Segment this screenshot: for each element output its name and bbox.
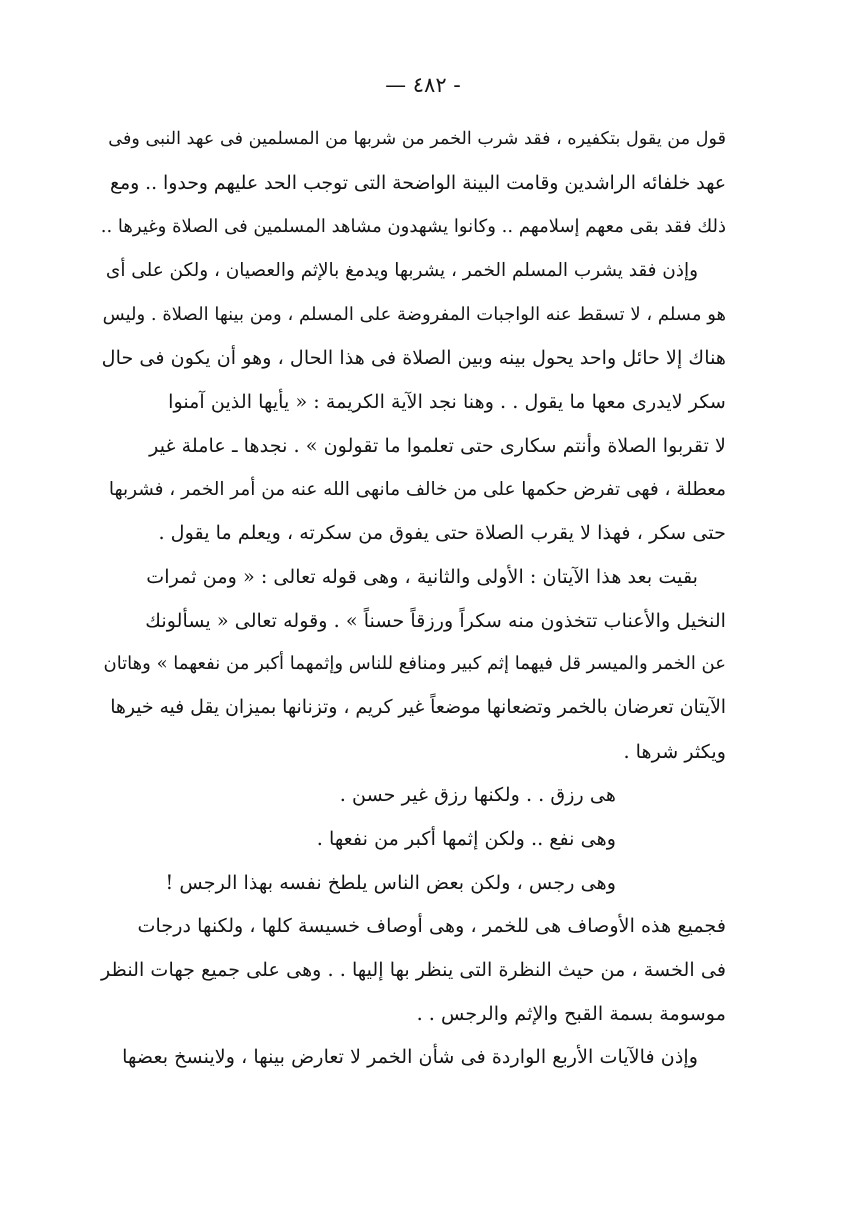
- text-line: عهد خلفائه الراشدين وقامت البينة الواضحة التى توجب الحد عليهم وحدوا .. ومع: [110, 172, 726, 194]
- text-line: ويكثر شرها .: [623, 739, 726, 763]
- text-line: سكر لايدرى معها ما يقول . . وهنا نجد الآية الكريمة : « يأيها الذين آمنوا: [168, 390, 726, 414]
- text-line: وهى رجس ، ولكن بعض الناس يلطخ نفسه بهذا الرجس !: [165, 870, 616, 894]
- text-line: معطلة ، فهى تفرض حكمها على من خالف مانهى الله عنه من أمر الخمر ، فشربها: [108, 478, 726, 500]
- text-line: وهى نفع .. ولكن إثمها أكبر من نفعها .: [316, 827, 616, 850]
- text-line: فى الخسة ، من حيث النظرة التى ينظر بها إليها . . وهى على جميع جهات النظر: [101, 958, 726, 982]
- text-line: حتى سكر ، فهذا لا يقرب الصلاة حتى يفوق من سكرته ، ويعلم ما يقول .: [158, 521, 726, 545]
- text-line: النخيل والأعناب تتخذون منه سكراً ورزقاً حسناً » . وقوله تعالى « يسألونك: [145, 608, 726, 632]
- text-line: لا تقربوا الصلاة وأنتم سكارى حتى تعلموا ما تقولون » . نجدها ـ عاملة غير: [149, 433, 726, 457]
- text-line: وإذن فالآيات الأربع الواردة فى شأن الخمر لا تعارض بينها ، ولاينسخ بعضها: [122, 1045, 698, 1069]
- text-line: قول من يقول بتكفيره ، فقد شرب الخمر من شربها من المسلمين فى عهد النبى وفى: [108, 129, 726, 149]
- text-line: الآيتان تعرضان بالخمر وتضعانها موضعاً غير كريم ، وتزنانها بميزان يقل فيه خيرها: [110, 696, 726, 718]
- body-text: [100, 118, 726, 1079]
- page-number: — ٤٨٢ -: [385, 73, 461, 97]
- text-line: بقيت بعد هذا الآيتان : الأولى والثانية ، وهى قوله تعالى : « ومن ثمرات: [146, 564, 698, 588]
- text-line: هو مسلم ، لا تسقط عنه الواجبات المفروضة على المسلم ، ومن بينها الصلاة . وليس: [102, 303, 726, 325]
- text-line: فجميع هذه الأوصاف هى للخمر ، وهى أوصاف خسيسة كلها ، ولكنها درجات: [137, 914, 726, 938]
- text-line: عن الخمر والميسر قل فيهما إثم كبير ومنافع للناس وإثمهما أكبر من نفعهما » وهاتان: [103, 653, 726, 675]
- text-line: هناك إلا حائل واحد يحول بينه وبين الصلاة فى هذا الحال ، وهو أن يكون فى حال: [101, 346, 726, 370]
- text-line: وإذن فقد يشرب المسلم الخمر ، يشربها ويدمغ بالإثم والعصيان ، ولكن على أى: [105, 260, 698, 282]
- text-line: موسومة بسمة القبح والإثم والرجس . .: [416, 1001, 726, 1025]
- text-line: هى رزق . . ولكنها رزق غير حسن .: [339, 783, 616, 807]
- text-line: ذلك فقد بقى معهم إسلامهم .. وكانوا يشهدون مشاهد المسلمين فى الصلاة وغيرها ..: [100, 216, 726, 238]
